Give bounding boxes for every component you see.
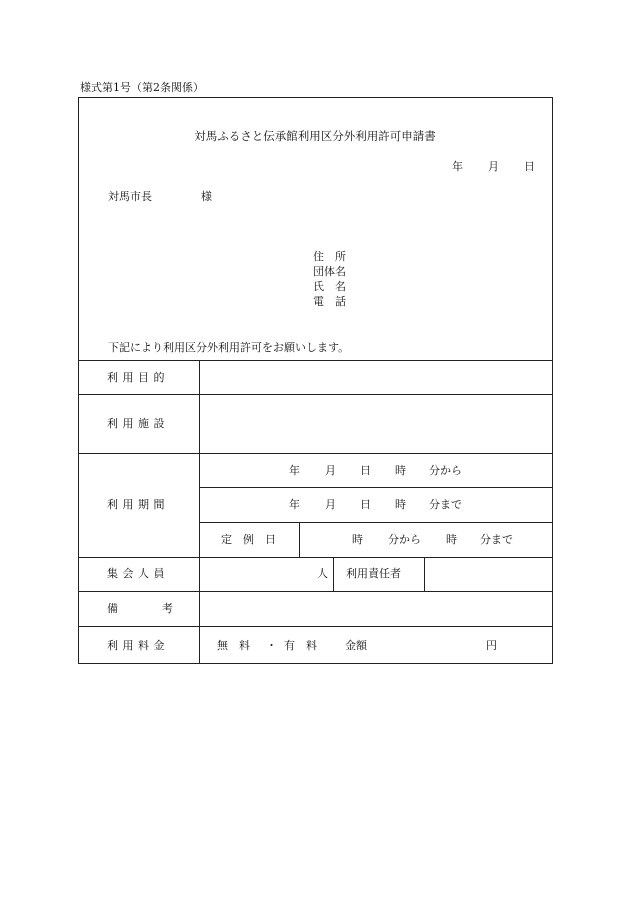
fee-free: 無 料 — [217, 639, 250, 652]
row-divider — [199, 487, 553, 488]
table-top-border — [78, 360, 553, 361]
period-from-hour: 時 — [395, 464, 406, 477]
label-period: 利 用 期 間 — [107, 498, 165, 511]
date-month: 月 — [488, 160, 499, 173]
attendees-divider — [333, 557, 334, 591]
regular-from-minute: 分から — [388, 533, 421, 546]
label-column-divider — [199, 360, 200, 664]
period-to-day: 日 — [360, 498, 371, 511]
label-attendees: 集 会 人 員 — [107, 567, 165, 580]
row-divider — [78, 626, 553, 627]
row-divider — [78, 453, 553, 454]
row-divider — [78, 394, 553, 395]
responsible-divider — [424, 557, 425, 591]
fee-paid: 有 料 — [284, 639, 317, 652]
regular-to-hour: 時 — [446, 533, 457, 546]
period-to-hour: 時 — [395, 498, 406, 511]
label-facility: 利 用 施 設 — [107, 417, 165, 430]
addressee-name: 対馬市長 — [108, 190, 152, 203]
period-from-day: 日 — [360, 464, 371, 477]
label-purpose: 利 用 目 的 — [107, 371, 165, 384]
form-number: 様式第1号（第2条関係） — [80, 81, 204, 94]
period-from-year: 年 — [289, 464, 300, 477]
period-from-minute: 分から — [429, 464, 462, 477]
label-remarks-2: 考 — [162, 602, 173, 615]
persons-unit: 人 — [317, 567, 328, 580]
regular-to-minute: 分まで — [480, 533, 513, 546]
regular-from-hour: 時 — [352, 533, 363, 546]
regular-day-label: 定 例 日 — [221, 533, 276, 546]
label-remarks-1: 備 — [107, 602, 118, 615]
row-divider — [78, 557, 553, 558]
regular-day-divider — [299, 522, 300, 557]
fee-yen-unit: 円 — [486, 639, 497, 652]
row-divider — [199, 522, 553, 523]
label-fee: 利 用 料 金 — [107, 639, 165, 652]
period-to-month: 月 — [325, 498, 336, 511]
addressee-honorific: 様 — [201, 190, 212, 203]
row-divider — [78, 591, 553, 592]
date-year: 年 — [452, 160, 463, 173]
period-to-minute: 分まで — [429, 498, 462, 511]
applicant-address-label: 住 所 — [313, 250, 346, 263]
fee-separator: ・ — [266, 639, 277, 652]
fee-amount-label: 金額 — [345, 639, 367, 652]
responsible-person-label: 利用責任者 — [346, 567, 401, 580]
period-to-year: 年 — [289, 498, 300, 511]
request-text: 下記により利用区分外利用許可をお願いします。 — [108, 341, 350, 354]
applicant-phone-label: 電 話 — [313, 295, 346, 308]
date-day: 日 — [524, 160, 535, 173]
period-from-month: 月 — [325, 464, 336, 477]
applicant-name-label: 氏 名 — [313, 280, 346, 293]
applicant-organization-label: 団体名 — [313, 265, 346, 278]
document-title: 対馬ふるさと伝承館利用区分外利用許可申請書 — [194, 129, 436, 143]
